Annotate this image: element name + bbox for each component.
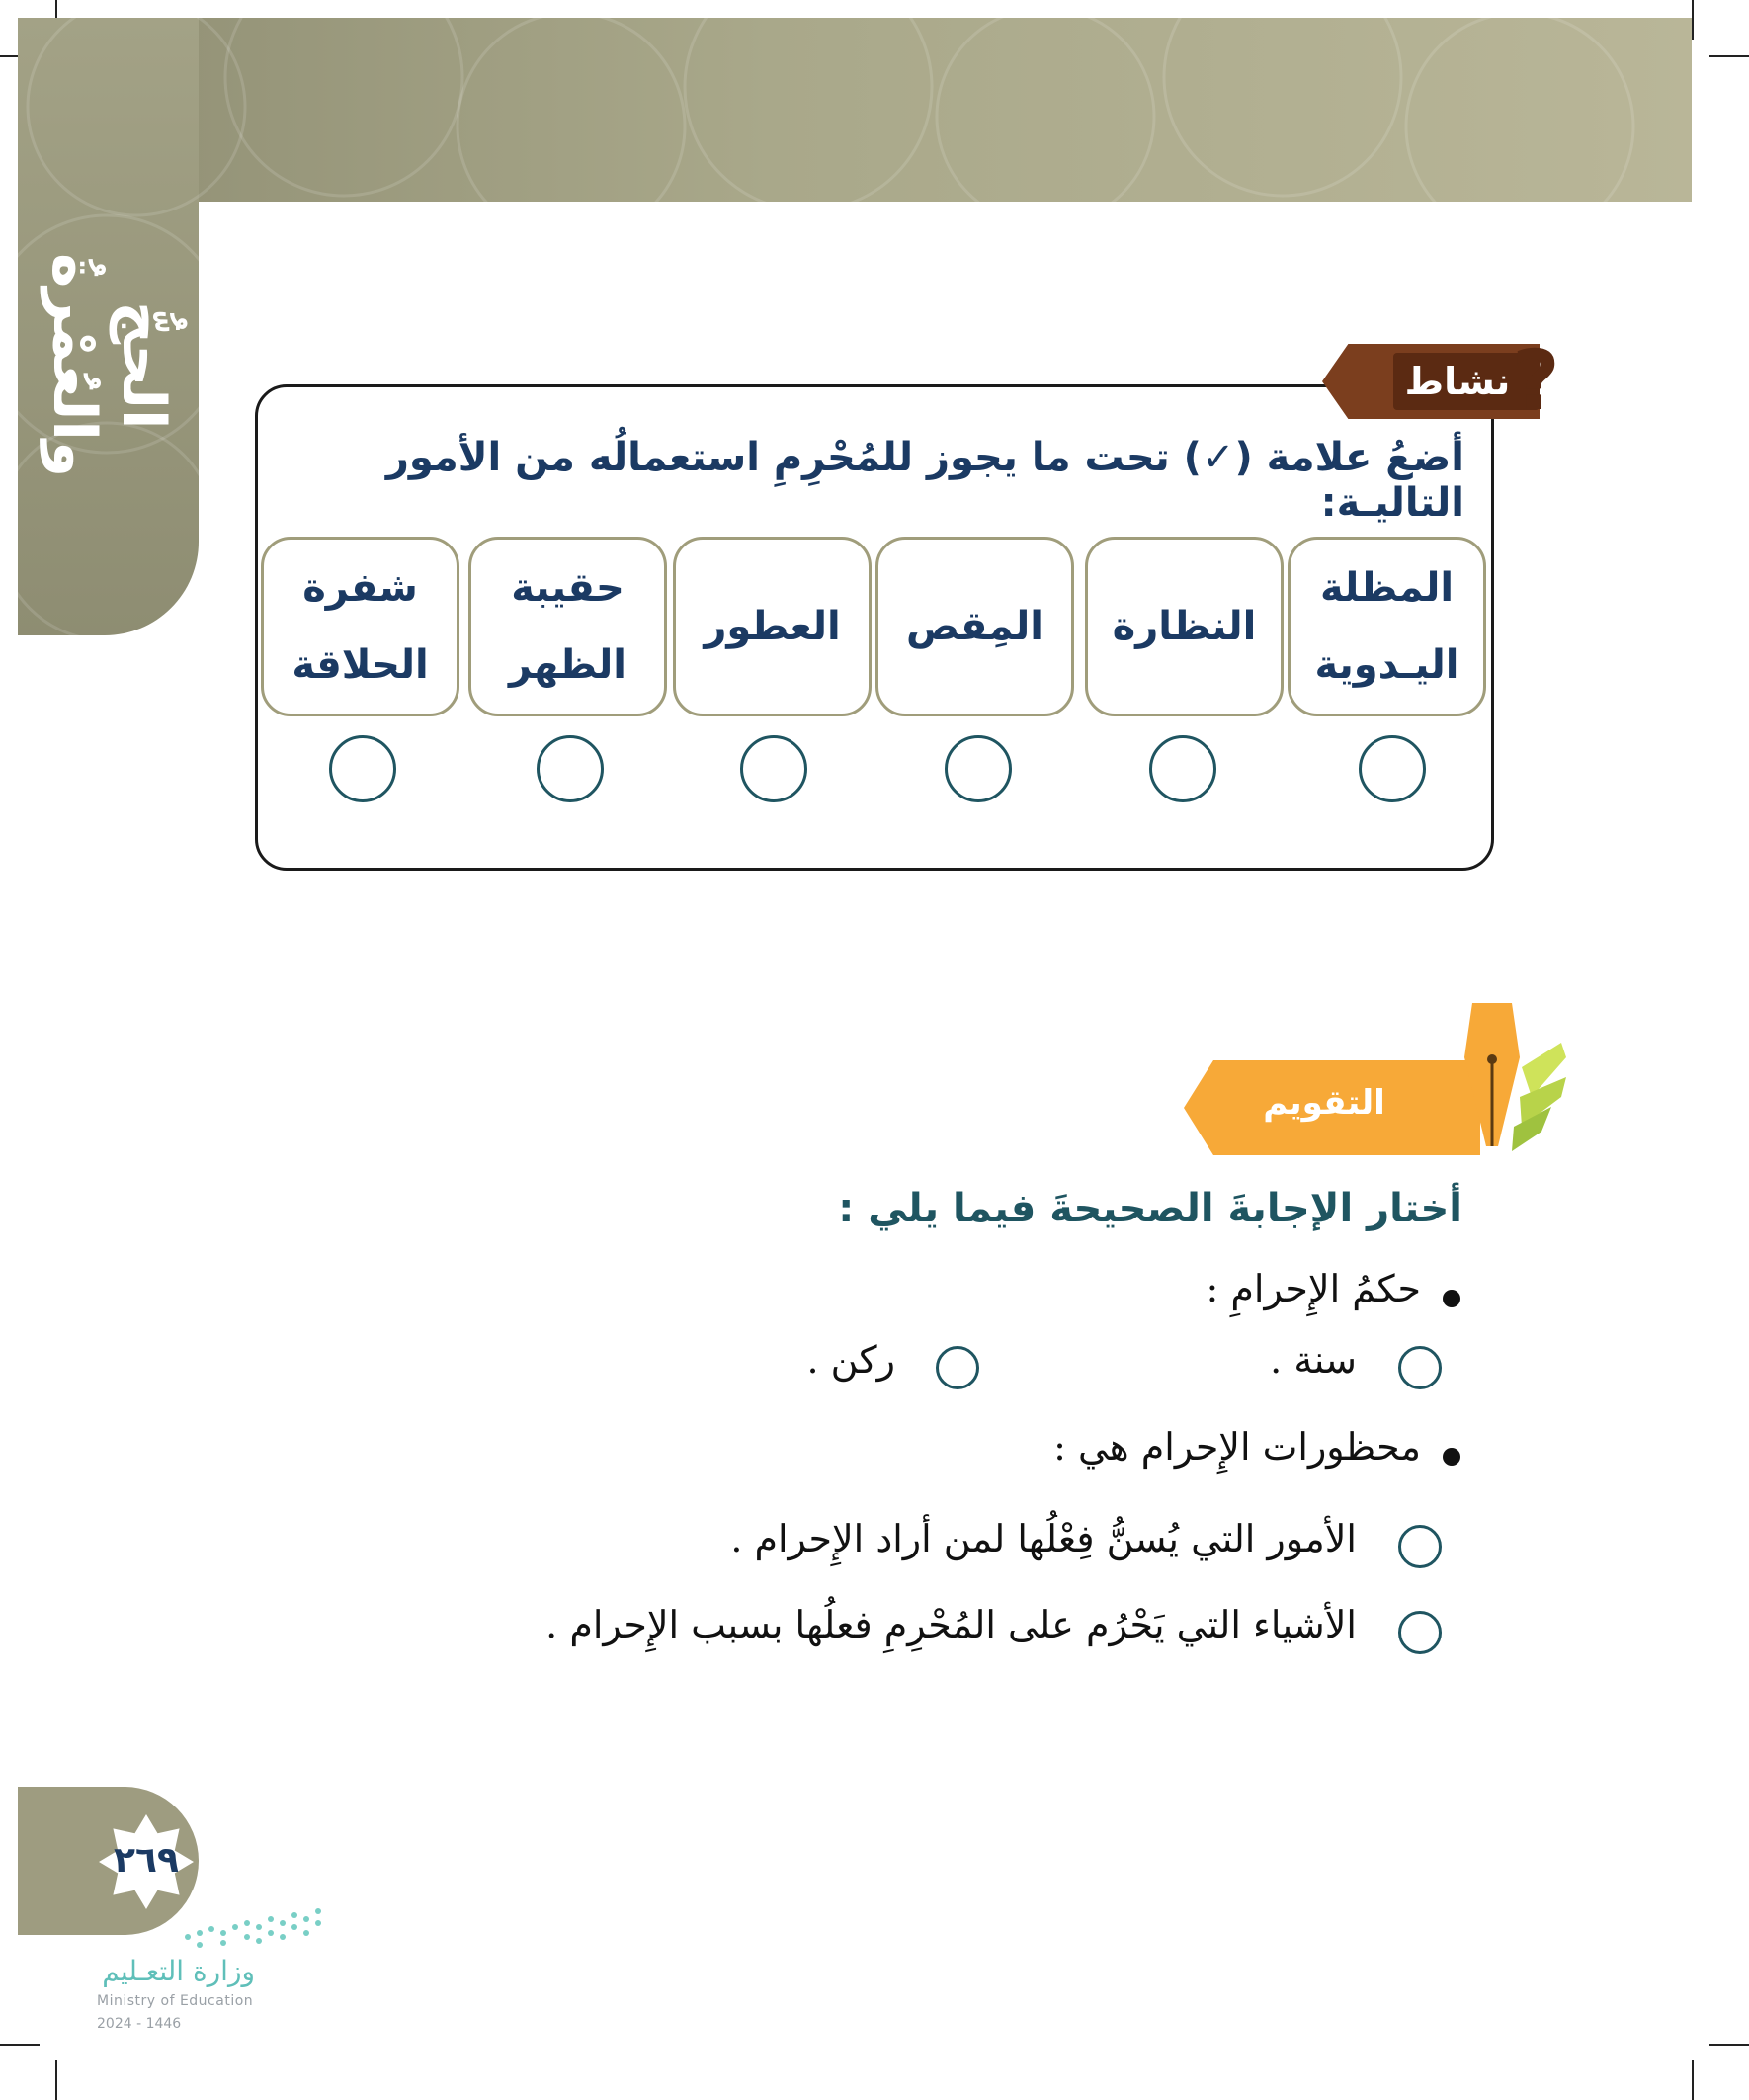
choice-card — [261, 537, 459, 716]
ministry-logo-icon — [178, 1897, 326, 1957]
trim-mark — [1709, 2044, 1749, 2046]
unit-title: الحجُّ والعُمْرةُ — [40, 253, 178, 478]
pen-icon — [1403, 998, 1571, 1166]
choice-card — [1085, 537, 1284, 716]
ministry-year: 2024 - 1446 — [97, 2016, 182, 2032]
evaluation-instruction: أختار الإجابةَ الصحيحةَ فيما يلي : — [838, 1186, 1462, 1231]
check-circle-umbrella[interactable] — [1359, 735, 1426, 802]
trim-mark — [1692, 2060, 1694, 2100]
question-mark-icon: ? — [1512, 332, 1560, 429]
check-circle-backpack[interactable] — [537, 735, 604, 802]
q2-option-1-text: الأمور التي يُسنُّ فِعْلُها لمن أراد الإِحرام . — [730, 1517, 1357, 1560]
trim-mark — [1692, 0, 1694, 40]
question-2-text: محظورات الإِحرام هي : — [1053, 1425, 1421, 1469]
q1-option-2-text: ركن . — [806, 1338, 895, 1382]
choice-card — [673, 537, 872, 716]
choice-line: شفرة — [302, 565, 418, 611]
choice-line: الظهر — [509, 642, 626, 688]
trim-mark — [0, 2044, 40, 2046]
q1-option-1-text: سنة . — [1270, 1338, 1357, 1382]
check-circle-scissors[interactable] — [945, 735, 1012, 802]
choice-line: المِقص — [906, 604, 1043, 649]
choice-card — [1288, 537, 1486, 716]
choice-line: المظلة — [1319, 565, 1455, 611]
choice-card — [468, 537, 667, 716]
choice-line: الحلاقة — [292, 642, 429, 688]
q2-option-2-text: الأشياء التي يَحْرُم على المُحْرِمِ فعلُها بسبب الإِحرام . — [545, 1603, 1357, 1646]
choice-line: حقيبة — [511, 565, 625, 611]
header-band — [18, 18, 1692, 202]
check-circle-perfume[interactable] — [740, 735, 807, 802]
check-circle-glasses[interactable] — [1149, 735, 1216, 802]
choice-card — [875, 537, 1074, 716]
page-number: ٢٦٩ — [114, 1840, 179, 1881]
q2-option-1-circle[interactable] — [1398, 1525, 1442, 1568]
q1-option-1-circle[interactable] — [1398, 1346, 1442, 1389]
question-1-text: حكمُ الإِحرامِ : — [1206, 1267, 1421, 1310]
trim-mark — [55, 2060, 57, 2100]
trim-mark — [1709, 55, 1749, 57]
choice-line: العطور — [704, 604, 841, 649]
bullet — [1443, 1448, 1460, 1466]
check-circle-razor[interactable] — [329, 735, 396, 802]
ministry-name-en: Ministry of Education — [97, 1993, 254, 2009]
evaluation-label: التقويم — [1263, 1083, 1385, 1123]
choice-line: النظارة — [1112, 604, 1257, 649]
choice-line: اليـدوية — [1314, 642, 1459, 688]
q2-option-2-circle[interactable] — [1398, 1611, 1442, 1654]
q1-option-2-circle[interactable] — [936, 1346, 979, 1389]
bullet — [1443, 1290, 1460, 1307]
activity-label: نشاط — [1404, 360, 1511, 403]
activity-instruction: أضعُ علامة (✓) تحت ما يجوز للمُحْرِمِ استعمالُه من الأمور التاليـة: — [385, 435, 1464, 526]
ministry-name-ar: وزارة التعـليم — [102, 1955, 255, 1987]
